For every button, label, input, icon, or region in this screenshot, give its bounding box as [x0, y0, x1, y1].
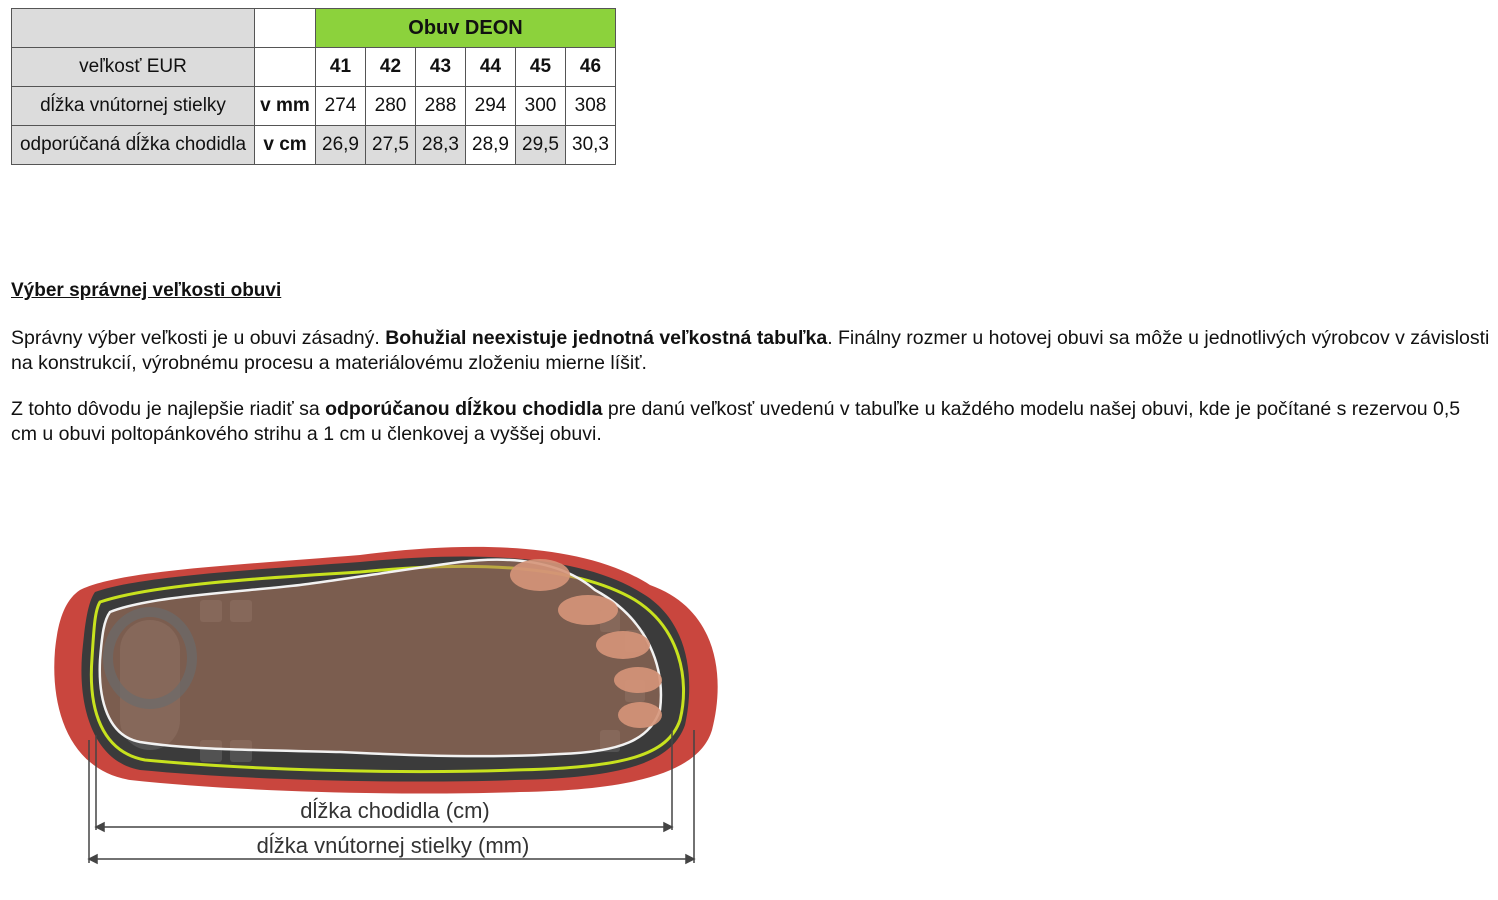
table-cell: 288: [416, 87, 466, 126]
paragraph-bold-text: Bohužial neexistuje jednotná veľkostná tabuľka: [385, 327, 828, 349]
table-row: [12, 126, 616, 165]
paragraph-size-selection: [11, 326, 1491, 376]
table-row: [12, 48, 616, 87]
row-unit: v mm: [255, 87, 316, 126]
table-cell: 29,5: [516, 126, 566, 165]
table-cell: 42: [366, 48, 416, 87]
table-cell: 274: [316, 87, 366, 126]
paragraph-text: Správny výber veľkosti je u obuvi zásadný.: [11, 327, 386, 349]
row-label: veľkosť EUR: [12, 48, 255, 87]
paragraph-recommendation: [11, 397, 1491, 447]
section-heading: Výber správnej veľkosti obuvi: [11, 280, 282, 301]
empty-unit-cell: [255, 9, 316, 48]
row-label: odporúčaná dĺžka chodidla: [12, 126, 255, 165]
table-cell: 280: [366, 87, 416, 126]
shoe-sole-illustration: [40, 530, 740, 875]
table-cell: 26,9: [316, 126, 366, 165]
table-cell: 45: [516, 48, 566, 87]
empty-corner-cell: [12, 9, 255, 48]
paragraph-bold-text: odporúčanou dĺžkou chodidla: [325, 398, 603, 420]
table-cell: 28,9: [466, 126, 516, 165]
table-cell: 28,3: [416, 126, 466, 165]
foot-measurement-figure: [40, 530, 740, 875]
table-cell: 30,3: [566, 126, 616, 165]
table-cell: 294: [466, 87, 516, 126]
table-cell: 27,5: [366, 126, 416, 165]
paragraph-text: pre danú veľkosť uvedenú v tabuľke u každého modelu našej obuvi, kde je počítané s rezervou 0,5 cm u obuvi poltopánkového strihu a 1 cm u členkovej a vyššej obuvi.: [11, 398, 1461, 445]
table-cell: 300: [516, 87, 566, 126]
paragraph-text: Z tohto dôvodu je najlepšie riadiť sa: [11, 398, 326, 420]
insole-length-label: dĺžka vnútornej stielky (mm): [256, 833, 530, 858]
row-label: dĺžka vnútornej stielky: [12, 87, 255, 126]
table-header-row: [12, 9, 616, 48]
paragraph-text: . Finálny rozmer u hotovej obuvi sa môže u jednotlivých výrobcov v závislosti na konstrukcií, výrobnému procesu a materiálovému zloženiu mierne líšiť.: [11, 327, 1490, 374]
table-row: [12, 87, 616, 126]
size-table: [11, 8, 616, 165]
foot-length-label: dĺžka chodidla (cm): [300, 798, 490, 823]
row-unit: v cm: [255, 126, 316, 165]
table-cell: 308: [566, 87, 616, 126]
row-unit: [255, 48, 316, 87]
table-cell: 43: [416, 48, 466, 87]
table-title: Obuv DEON: [316, 9, 616, 48]
table-cell: 46: [566, 48, 616, 87]
table-cell: 44: [466, 48, 516, 87]
table-cell: 41: [316, 48, 366, 87]
